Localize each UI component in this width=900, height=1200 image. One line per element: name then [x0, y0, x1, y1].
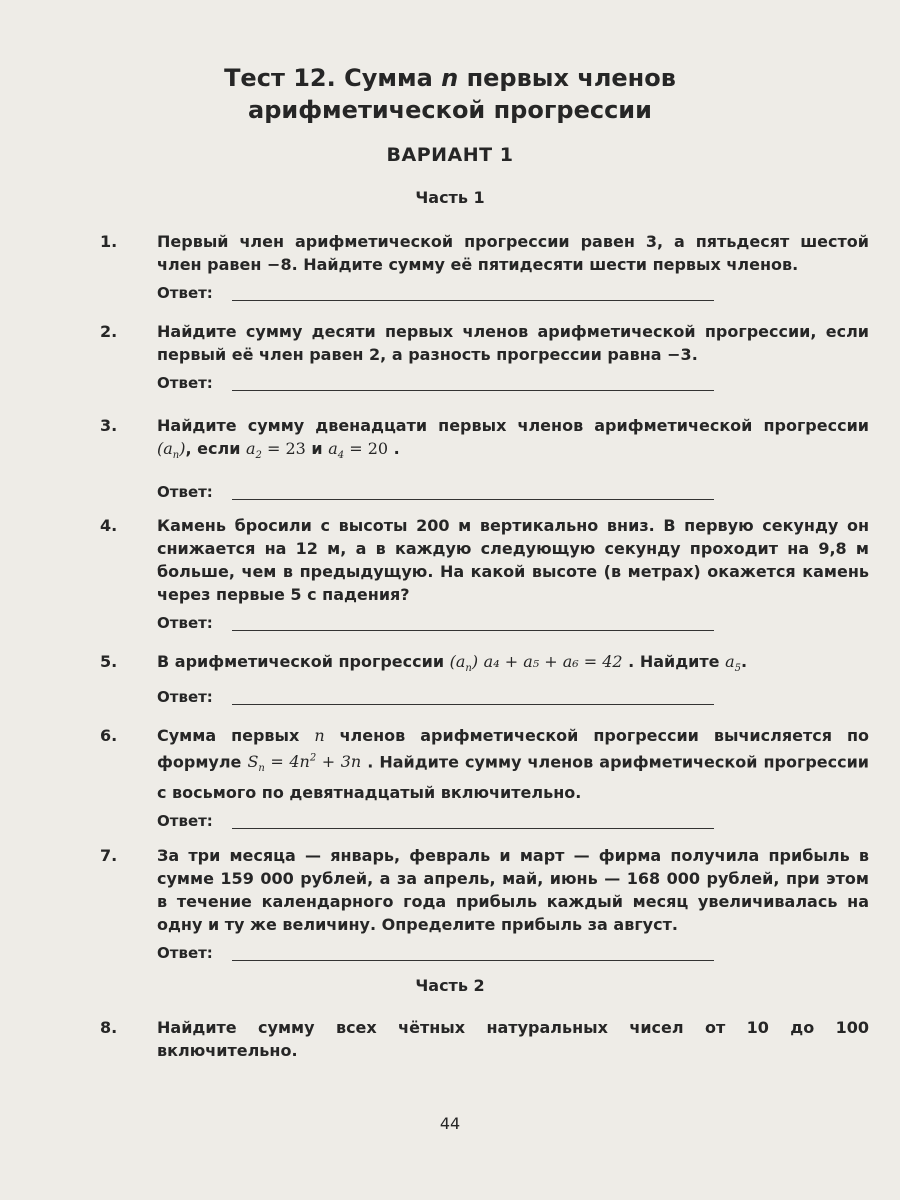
answer-field[interactable]	[157, 942, 870, 966]
sequence-notation	[157, 439, 186, 462]
task-number: 4.	[100, 516, 118, 535]
page-number: 44	[439, 1114, 461, 1133]
title-variable: n	[441, 64, 459, 92]
part1-heading: Часть 1	[415, 188, 485, 207]
task-4	[100, 514, 870, 636]
part2-heading: Часть 2	[415, 976, 485, 995]
task-7	[100, 844, 870, 966]
answer-line	[232, 300, 714, 301]
task-text-part: . Найдите сумму членов арифметической прогрессии с восьмого по девятнадцатый включительно.	[157, 752, 870, 802]
answer-field[interactable]	[157, 282, 870, 306]
task-number: 7.	[100, 846, 118, 865]
task-text-part: , если	[185, 439, 246, 458]
task-text	[157, 724, 869, 804]
task-text	[157, 650, 869, 680]
task-text: За три месяца — январь, февраль и март — фирма получила прибыль в сумме 159 000 рублей, а за апрель, май, июнь — 168 000 рублей, при этом в течение календарного года прибыль каждый месяц увеличивалась на одну и ту же величину. Определите прибыль за август.	[157, 846, 869, 934]
answer-label: Ответ:	[157, 811, 213, 830]
answer-line	[232, 828, 714, 829]
task-text-end: .	[740, 652, 748, 671]
page-title	[0, 62, 900, 126]
term-a2-value: = 23	[261, 439, 306, 458]
task-6	[100, 724, 870, 834]
seq-symbol: (a	[449, 652, 466, 671]
task-number: 3.	[100, 416, 118, 435]
answer-field[interactable]	[157, 612, 870, 636]
formula-subscript: n	[258, 763, 265, 775]
formula-exponent: 2	[309, 753, 317, 764]
answer-label: Ответ:	[157, 944, 213, 962]
seq-symbol: (a	[157, 439, 173, 458]
term-subscript: 5	[734, 663, 741, 675]
answer-line	[232, 630, 714, 631]
task-text-end: .	[388, 439, 400, 458]
task-text-part: членов арифметической прогрессии вычисляется по формуле	[157, 726, 869, 772]
answer-line	[232, 499, 714, 500]
answer-label: Ответ:	[157, 374, 213, 392]
term-a4	[328, 439, 345, 462]
answer-label: Ответ:	[157, 614, 213, 632]
task-text	[157, 414, 869, 467]
formula-end: + 3n	[316, 752, 362, 772]
term-symbol: a	[725, 652, 735, 671]
task-number: 6.	[100, 726, 118, 745]
seq-close: )	[471, 652, 479, 671]
task-text-part: . Найдите	[622, 652, 726, 671]
term-a2	[245, 439, 262, 462]
task-number: 2.	[100, 322, 118, 341]
term-a4-value: = 20	[344, 439, 389, 458]
answer-line	[232, 704, 714, 705]
title-text: Тест 12. Сумма	[224, 64, 442, 92]
answer-field[interactable]	[157, 372, 870, 396]
term-symbol: a	[328, 439, 338, 458]
formula-body: = 4n	[264, 752, 310, 772]
target-term	[725, 652, 741, 675]
variable-n: n	[314, 726, 325, 745]
task-8	[100, 1016, 870, 1062]
title-line2: арифметической прогрессии	[248, 96, 652, 124]
task-text-part: и	[305, 439, 329, 458]
seq-subscript: n	[172, 450, 180, 462]
answer-label: Ответ:	[157, 688, 213, 707]
task-number: 5.	[100, 652, 118, 671]
answer-label: Ответ:	[157, 284, 213, 302]
task-text: Найдите сумму десяти первых членов арифметической прогрессии, если первый её член равен 2, а разность прогрессии равна −3.	[157, 322, 869, 364]
task-text-part: Сумма первых	[157, 726, 315, 745]
term-subscript: 4	[337, 450, 345, 462]
task-text: Первый член арифметической прогрессии равен 3, а пятьдесят шестой член равен −8. Найдите сумму её пятидесяти шести первых членов.	[157, 232, 869, 274]
answer-field[interactable]	[157, 686, 870, 710]
term-symbol: a	[245, 439, 256, 458]
sequence-notation	[449, 652, 479, 675]
task-2	[100, 320, 870, 396]
task-number: 8.	[100, 1018, 118, 1037]
equation: a₄ + a₅ + a₆ = 42	[483, 652, 623, 671]
answer-line	[232, 390, 714, 391]
answer-label: Ответ:	[157, 483, 213, 502]
task-text-part: Найдите сумму двенадцати первых членов арифметической прогрессии	[157, 416, 869, 435]
task-3	[100, 414, 870, 505]
answer-field[interactable]	[157, 810, 870, 834]
variant-heading: ВАРИАНТ 1	[386, 144, 514, 166]
seq-subscript: n	[465, 663, 472, 675]
task-text-part: В арифметической прогрессии	[157, 652, 450, 671]
answer-line	[232, 960, 714, 961]
task-text: Найдите сумму всех чётных натуральных чисел от 10 до 100 включительно.	[157, 1018, 869, 1060]
task-text: Камень бросили с высоты 200 м вертикально вниз. В первую секунду он снижается на 12 м, а в каждую следующую секунду проходит на 9,8 м больше, чем в предыдущую. На какой высоте (в метрах) окажется камень через первые 5 с падения?	[157, 516, 869, 604]
task-5	[100, 650, 870, 710]
answer-field[interactable]	[157, 481, 870, 505]
seq-close: )	[179, 439, 186, 458]
task-1	[100, 230, 870, 306]
formula-symbol: S	[247, 752, 259, 772]
task-number: 1.	[100, 232, 118, 251]
term-subscript: 2	[255, 450, 262, 462]
title-text-rest: первых членов	[458, 64, 676, 92]
formula	[247, 752, 362, 775]
